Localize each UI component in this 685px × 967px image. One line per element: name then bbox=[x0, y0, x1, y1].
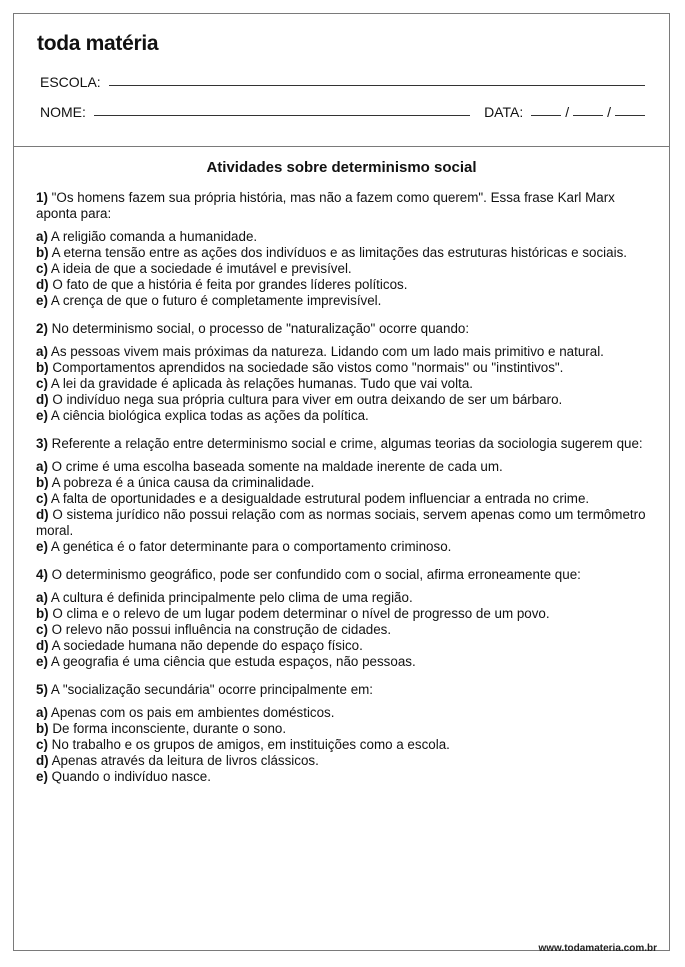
option-text: A crença de que o futuro é completamente imprevisível. bbox=[50, 293, 382, 308]
option-letter: e) bbox=[36, 539, 48, 554]
option-letter: b) bbox=[36, 475, 49, 490]
question-4 bbox=[36, 567, 647, 670]
option-text: Apenas através da leitura de livros clássicos. bbox=[51, 753, 319, 768]
question-stem bbox=[36, 682, 647, 698]
answer-option bbox=[36, 459, 647, 475]
answer-option bbox=[36, 360, 647, 376]
answer-option bbox=[36, 245, 647, 261]
data-label: DATA: bbox=[484, 104, 524, 120]
option-letter: a) bbox=[36, 459, 48, 474]
answer-option bbox=[36, 229, 647, 245]
option-letter: b) bbox=[36, 360, 49, 375]
date-year-blank bbox=[615, 114, 645, 116]
page-title: Atividades sobre determinismo social bbox=[206, 159, 477, 176]
escola-field-row bbox=[40, 74, 645, 90]
option-letter: d) bbox=[36, 753, 49, 768]
question-stem bbox=[36, 190, 647, 222]
option-text: As pessoas vivem mais próximas da natureza. Lidando com um lado mais primitivo e natural. bbox=[50, 344, 604, 359]
option-text: No trabalho e os grupos de amigos, em instituições como a escola. bbox=[51, 737, 450, 752]
option-text: A geografia é uma ciência que estuda espaços, não pessoas. bbox=[50, 654, 416, 669]
nome-blank-line bbox=[94, 114, 470, 116]
option-text: A genética é o fator determinante para o comportamento criminoso. bbox=[50, 539, 452, 554]
option-text: A lei da gravidade é aplicada às relações humanas. Tudo que vai volta. bbox=[50, 376, 473, 391]
question-text: O determinismo geográfico, pode ser confundido com o social, afirma erroneamente que: bbox=[51, 567, 581, 582]
date-field bbox=[484, 104, 645, 120]
option-text: O crime é uma escolha baseada somente na maldade inerente de cada um. bbox=[51, 459, 503, 474]
option-text: O indivíduo nega sua própria cultura para viver em outra deixando de ser um bárbaro. bbox=[52, 392, 563, 407]
date-day-blank bbox=[531, 114, 561, 116]
answer-option bbox=[36, 753, 647, 769]
option-letter: e) bbox=[36, 769, 48, 784]
question-text: No determinismo social, o processo de "naturalização" ocorre quando: bbox=[51, 321, 470, 336]
date-separator: / bbox=[607, 104, 611, 120]
answer-option bbox=[36, 491, 647, 507]
option-letter: b) bbox=[36, 721, 49, 736]
answer-option bbox=[36, 392, 647, 408]
answer-option bbox=[36, 344, 647, 360]
answer-option bbox=[36, 638, 647, 654]
answer-option bbox=[36, 606, 647, 622]
question-number: 5) bbox=[36, 682, 48, 697]
question-list bbox=[36, 190, 647, 785]
answer-option bbox=[36, 475, 647, 491]
answer-option bbox=[36, 705, 647, 721]
nome-field-row bbox=[40, 104, 645, 120]
option-letter: c) bbox=[36, 261, 48, 276]
option-text: De forma inconsciente, durante o sono. bbox=[52, 721, 287, 736]
answer-option bbox=[36, 376, 647, 392]
question-1 bbox=[36, 190, 647, 309]
worksheet-content bbox=[36, 160, 647, 797]
option-letter: b) bbox=[36, 606, 49, 621]
option-text: A religião comanda a humanidade. bbox=[50, 229, 258, 244]
option-letter: d) bbox=[36, 507, 49, 522]
option-letter: c) bbox=[36, 491, 48, 506]
option-text: A ideia de que a sociedade é imutável e previsível. bbox=[50, 261, 352, 276]
question-stem bbox=[36, 321, 647, 337]
question-number: 1) bbox=[36, 190, 48, 205]
answer-option bbox=[36, 721, 647, 737]
question-text: Referente a relação entre determinismo social e crime, algumas teorias da sociologia sugerem que: bbox=[51, 436, 643, 451]
option-text: O fato de que a história é feita por grandes líderes políticos. bbox=[52, 277, 408, 292]
question-number: 3) bbox=[36, 436, 48, 451]
brand-logo: toda matéria bbox=[37, 32, 159, 55]
question-5 bbox=[36, 682, 647, 785]
option-letter: b) bbox=[36, 245, 49, 260]
option-text: A cultura é definida principalmente pelo clima de uma região. bbox=[50, 590, 413, 605]
option-letter: a) bbox=[36, 344, 48, 359]
option-letter: e) bbox=[36, 293, 48, 308]
answer-option bbox=[36, 293, 647, 309]
option-letter: a) bbox=[36, 229, 48, 244]
option-text: Apenas com os pais em ambientes domésticos. bbox=[50, 705, 335, 720]
option-text: Quando o indivíduo nasce. bbox=[51, 769, 211, 784]
question-text: "Os homens fazem sua própria história, mas não a fazem como querem". Essa frase Karl Marx aponta para: bbox=[36, 190, 615, 221]
answer-option bbox=[36, 654, 647, 670]
option-letter: d) bbox=[36, 638, 49, 653]
date-month-blank bbox=[573, 114, 603, 116]
option-text: O relevo não possui influência na construção de cidades. bbox=[51, 622, 392, 637]
option-letter: c) bbox=[36, 622, 48, 637]
answer-option bbox=[36, 507, 647, 539]
answer-option bbox=[36, 737, 647, 753]
option-letter: d) bbox=[36, 392, 49, 407]
question-number: 2) bbox=[36, 321, 48, 336]
answer-option bbox=[36, 539, 647, 555]
worksheet-header bbox=[14, 14, 669, 147]
option-text: A sociedade humana não depende do espaço físico. bbox=[51, 638, 363, 653]
option-letter: c) bbox=[36, 376, 48, 391]
option-text: A eterna tensão entre as ações dos indivíduos e as limitações das estruturas históricas e sociais. bbox=[51, 245, 627, 260]
option-letter: c) bbox=[36, 737, 48, 752]
answer-option bbox=[36, 408, 647, 424]
escola-label: ESCOLA: bbox=[40, 74, 101, 90]
date-separator: / bbox=[565, 104, 570, 120]
answer-option bbox=[36, 590, 647, 606]
question-text: A "socialização secundária" ocorre principalmente em: bbox=[50, 682, 374, 697]
question-3 bbox=[36, 436, 647, 555]
option-letter: a) bbox=[36, 705, 48, 720]
answer-option bbox=[36, 261, 647, 277]
escola-blank-line bbox=[109, 84, 645, 86]
option-text: A pobreza é a única causa da criminalidade. bbox=[51, 475, 315, 490]
answer-option bbox=[36, 277, 647, 293]
footer-url: www.todamateria.com.br bbox=[538, 943, 657, 954]
question-stem bbox=[36, 436, 647, 452]
option-letter: e) bbox=[36, 654, 48, 669]
answer-option bbox=[36, 769, 647, 785]
question-2 bbox=[36, 321, 647, 424]
nome-label: NOME: bbox=[40, 104, 86, 120]
question-number: 4) bbox=[36, 567, 48, 582]
answer-option bbox=[36, 622, 647, 638]
option-letter: d) bbox=[36, 277, 49, 292]
option-letter: a) bbox=[36, 590, 48, 605]
option-text: Comportamentos aprendidos na sociedade são vistos como "normais" ou "instintivos". bbox=[52, 360, 564, 375]
option-text: A ciência biológica explica todas as ações da política. bbox=[50, 408, 369, 423]
question-stem bbox=[36, 567, 647, 583]
option-text: A falta de oportunidades e a desigualdade estrutural podem influenciar a entrada no crime. bbox=[50, 491, 590, 506]
option-text: O sistema jurídico não possui relação com as normas sociais, servem apenas como um termômetro moral. bbox=[36, 507, 646, 538]
option-letter: e) bbox=[36, 408, 48, 423]
option-text: O clima e o relevo de um lugar podem determinar o nível de progresso de um povo. bbox=[52, 606, 550, 621]
